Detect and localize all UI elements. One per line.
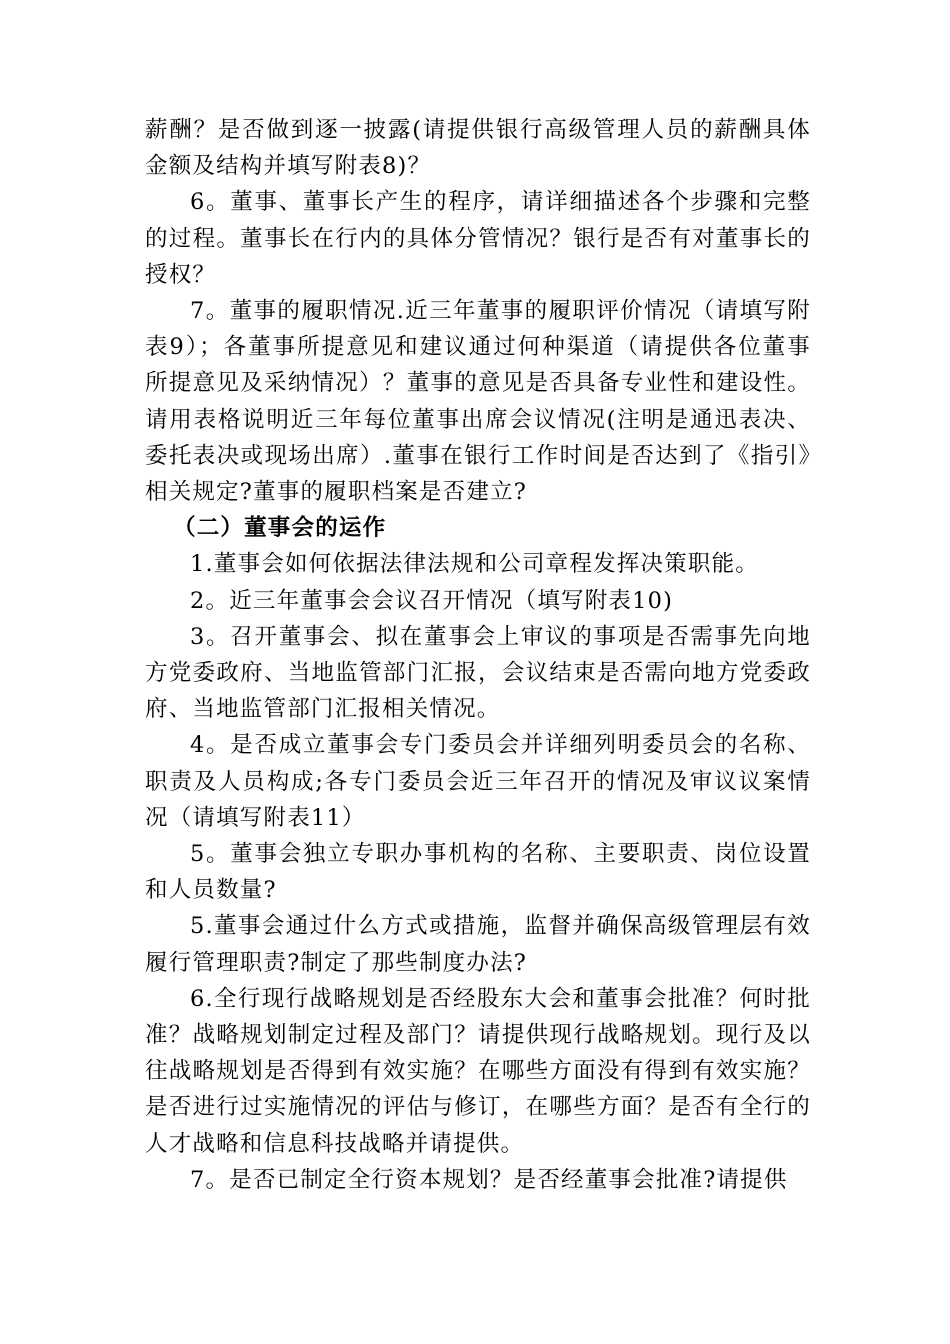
paragraph-item-3-reporting: 3。召开董事会、拟在董事会上审议的事项是否需事先向地方党委政府、当地监管部门汇报，会议结束是否需向地方党委政府、当地监管部门汇报相关情况。 (145, 623, 811, 723)
paragraph-item-7-capital-plan: 7。是否已制定全行资本规划？是否经董事会批准?请提供 (190, 1166, 788, 1193)
paragraph-item-4-committees: 4。是否成立董事会专门委员会并详细列明委员会的名称、职责及人员构成;各专门委员会近三年召开的情况及审议议案情况（请填写附表11） (145, 732, 811, 831)
paragraph-item-7-director-performance: 7。董事的履职情况.近三年董事的履职评价情况（请填写附表9）；各董事所提意见和建议通过何种渠道（请提供各位董事所提意见及采纳情况）？董事的意见是否具备专业性和建设性。请用表格说明近三年每位董事出席会议情况(注明是通迅表决、委托表决或现场出席）.董事在银行工作时间是否达到了《指引》相关规定?董事的履职档案是否建立? (145, 298, 811, 506)
paragraph-item-5-supervision: 5.董事会通过什么方式或措施，监督并确保高级管理层有效履行管理职责?制定了那些制度办法? (145, 913, 811, 976)
paragraph-item-6-strategy: 6.全行现行战略规划是否经股东大会和董事会批准？何时批准？战略规划制定过程及部门？请提供现行战略规划。现行及以往战略规划是否得到有效实施？在哪些方面没有得到有效实施？是否进行过实施情况的评估与修订，在哪些方面？是否有全行的人才战略和信息科技战略并请提供。 (145, 985, 811, 1157)
paragraph-item-1-decision-function: 1.董事会如何依据法律法规和公司章程发挥决策职能。 (190, 551, 759, 578)
paragraph-item-5-office: 5。董事会独立专职办事机构的名称、主要职责、岗位设置和人员数量? (145, 841, 811, 904)
paragraph-salary-disclosure: 薪酬？是否做到逐一披露(请提供银行高级管理人员的薪酬具体金额及结构并填写附表8)？ (145, 117, 811, 180)
paragraph-item-2-meetings: 2。近三年董事会会议召开情况（填写附表10) (190, 587, 674, 614)
document-page (145, 112, 811, 1198)
section-heading-board-operation: （二）董事会的运作 (173, 515, 387, 542)
paragraph-item-6-chairman-election: 6。董事、董事长产生的程序，请详细描述各个步骤和完整的过程。董事长在行内的具体分管情况？银行是否有对董事长的授权？ (145, 189, 811, 288)
